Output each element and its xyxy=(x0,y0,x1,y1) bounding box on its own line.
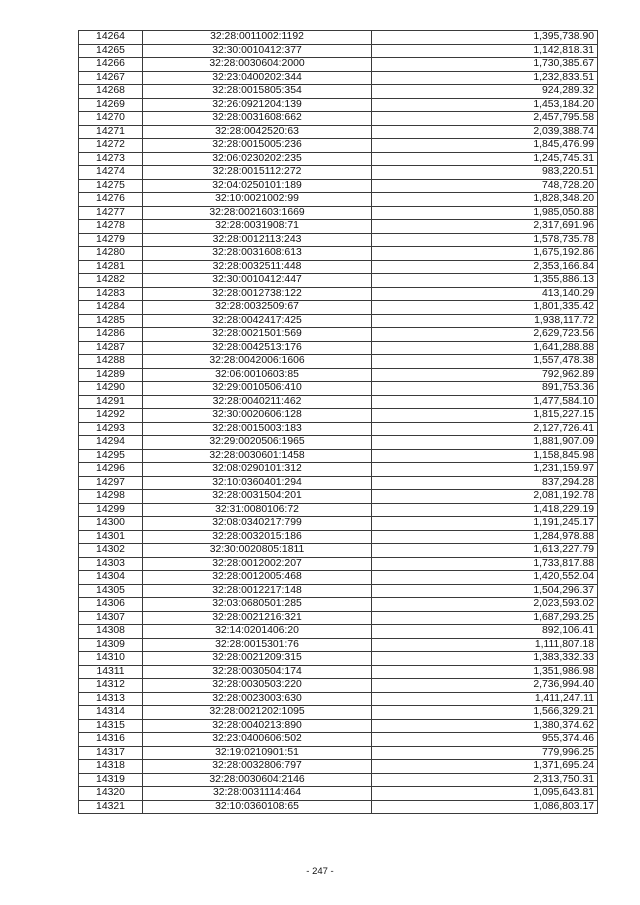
row-id-cell: 14293 xyxy=(79,422,143,436)
table-row xyxy=(79,274,598,288)
amount-cell: 1,613,227.79 xyxy=(372,544,598,558)
table-row xyxy=(79,179,598,193)
amount-cell: 1,845,476.99 xyxy=(372,139,598,153)
cadastral-code-cell: 32:28:0030601:1458 xyxy=(143,449,372,463)
table-body xyxy=(79,31,598,814)
row-id-cell: 14320 xyxy=(79,787,143,801)
cadastral-code-cell: 32:28:0021216:321 xyxy=(143,611,372,625)
cadastral-code-cell: 32:28:0032015:186 xyxy=(143,530,372,544)
amount-cell: 1,801,335.42 xyxy=(372,301,598,315)
row-id-cell: 14287 xyxy=(79,341,143,355)
cadastral-code-cell: 32:08:0340217:799 xyxy=(143,517,372,531)
table-row xyxy=(79,409,598,423)
amount-cell: 2,353,166.84 xyxy=(372,260,598,274)
cadastral-code-cell: 32:28:0031504:201 xyxy=(143,490,372,504)
table-row xyxy=(79,800,598,814)
table-row xyxy=(79,733,598,747)
row-id-cell: 14284 xyxy=(79,301,143,315)
row-id-cell: 14291 xyxy=(79,395,143,409)
cadastral-code-cell: 32:29:0020506:1965 xyxy=(143,436,372,450)
table-row xyxy=(79,530,598,544)
row-id-cell: 14290 xyxy=(79,382,143,396)
amount-cell: 1,111,807.18 xyxy=(372,638,598,652)
row-id-cell: 14309 xyxy=(79,638,143,652)
row-id-cell: 14314 xyxy=(79,706,143,720)
data-table xyxy=(78,30,598,814)
row-id-cell: 14298 xyxy=(79,490,143,504)
row-id-cell: 14307 xyxy=(79,611,143,625)
cadastral-code-cell: 32:28:0042513:176 xyxy=(143,341,372,355)
amount-cell: 1,411,247.11 xyxy=(372,692,598,706)
table-row xyxy=(79,260,598,274)
row-id-cell: 14283 xyxy=(79,287,143,301)
cadastral-code-cell: 32:30:0020805:1811 xyxy=(143,544,372,558)
cadastral-code-cell: 32:28:0015005:236 xyxy=(143,139,372,153)
cadastral-code-cell: 32:28:0015112:272 xyxy=(143,166,372,180)
table-row xyxy=(79,476,598,490)
table-row xyxy=(79,719,598,733)
row-id-cell: 14280 xyxy=(79,247,143,261)
row-id-cell: 14264 xyxy=(79,31,143,45)
cadastral-code-cell: 32:14:0201406:20 xyxy=(143,625,372,639)
amount-cell: 2,629,723.56 xyxy=(372,328,598,342)
row-id-cell: 14308 xyxy=(79,625,143,639)
table-row xyxy=(79,503,598,517)
amount-cell: 2,081,192.78 xyxy=(372,490,598,504)
cadastral-code-cell: 32:28:0032511:448 xyxy=(143,260,372,274)
row-id-cell: 14274 xyxy=(79,166,143,180)
table-row xyxy=(79,206,598,220)
amount-cell: 2,313,750.31 xyxy=(372,773,598,787)
row-id-cell: 14267 xyxy=(79,71,143,85)
amount-cell: 1,938,117.72 xyxy=(372,314,598,328)
row-id-cell: 14296 xyxy=(79,463,143,477)
cadastral-code-cell: 32:28:0021202:1095 xyxy=(143,706,372,720)
row-id-cell: 14279 xyxy=(79,233,143,247)
amount-cell: 1,086,803.17 xyxy=(372,800,598,814)
table-row xyxy=(79,125,598,139)
table-row xyxy=(79,139,598,153)
row-id-cell: 14319 xyxy=(79,773,143,787)
cadastral-code-cell: 32:28:0012217:148 xyxy=(143,584,372,598)
row-id-cell: 14276 xyxy=(79,193,143,207)
row-id-cell: 14285 xyxy=(79,314,143,328)
row-id-cell: 14313 xyxy=(79,692,143,706)
amount-cell: 924,289.32 xyxy=(372,85,598,99)
cadastral-code-cell: 32:28:0012002:207 xyxy=(143,557,372,571)
cadastral-code-cell: 32:23:0400606:502 xyxy=(143,733,372,747)
row-id-cell: 14305 xyxy=(79,584,143,598)
amount-cell: 1,733,817.88 xyxy=(372,557,598,571)
amount-cell: 1,566,329.21 xyxy=(372,706,598,720)
row-id-cell: 14292 xyxy=(79,409,143,423)
cadastral-code-cell: 32:06:0230202:235 xyxy=(143,152,372,166)
table-row xyxy=(79,31,598,45)
amount-cell: 983,220.51 xyxy=(372,166,598,180)
amount-cell: 1,578,735.78 xyxy=(372,233,598,247)
cadastral-code-cell: 32:03:0680501:285 xyxy=(143,598,372,612)
amount-cell: 413,140.29 xyxy=(372,287,598,301)
cadastral-code-cell: 32:28:0030504:174 xyxy=(143,665,372,679)
cadastral-code-cell: 32:26:0921204:139 xyxy=(143,98,372,112)
cadastral-code-cell: 32:08:0290101:312 xyxy=(143,463,372,477)
cadastral-code-cell: 32:31:0080106:72 xyxy=(143,503,372,517)
cadastral-code-cell: 32:28:0030604:2146 xyxy=(143,773,372,787)
amount-cell: 955,374.46 xyxy=(372,733,598,747)
cadastral-code-cell: 32:28:0031608:613 xyxy=(143,247,372,261)
cadastral-code-cell: 32:28:0031114:464 xyxy=(143,787,372,801)
amount-cell: 892,106.41 xyxy=(372,625,598,639)
cadastral-code-cell: 32:28:0012113:243 xyxy=(143,233,372,247)
table-row xyxy=(79,193,598,207)
cadastral-code-cell: 32:28:0030604:2000 xyxy=(143,58,372,72)
row-id-cell: 14268 xyxy=(79,85,143,99)
table-row xyxy=(79,301,598,315)
cadastral-code-cell: 32:28:0040211:462 xyxy=(143,395,372,409)
amount-cell: 2,127,726.41 xyxy=(372,422,598,436)
row-id-cell: 14304 xyxy=(79,571,143,585)
table-row xyxy=(79,247,598,261)
row-id-cell: 14277 xyxy=(79,206,143,220)
table-row xyxy=(79,544,598,558)
amount-cell: 1,453,184.20 xyxy=(372,98,598,112)
table-row xyxy=(79,71,598,85)
row-id-cell: 14281 xyxy=(79,260,143,274)
table-row xyxy=(79,112,598,126)
table-row xyxy=(79,517,598,531)
cadastral-code-cell: 32:28:0021209:315 xyxy=(143,652,372,666)
amount-cell: 1,504,296.37 xyxy=(372,584,598,598)
table-row xyxy=(79,638,598,652)
table-row xyxy=(79,44,598,58)
amount-cell: 1,420,552.04 xyxy=(372,571,598,585)
amount-cell: 1,418,229.19 xyxy=(372,503,598,517)
cadastral-code-cell: 32:30:0010412:447 xyxy=(143,274,372,288)
table-row xyxy=(79,382,598,396)
row-id-cell: 14297 xyxy=(79,476,143,490)
row-id-cell: 14278 xyxy=(79,220,143,234)
row-id-cell: 14302 xyxy=(79,544,143,558)
amount-cell: 891,753.36 xyxy=(372,382,598,396)
cadastral-code-cell: 32:19:0210901:51 xyxy=(143,746,372,760)
cadastral-code-cell: 32:28:0042006:1606 xyxy=(143,355,372,369)
table-row xyxy=(79,557,598,571)
cadastral-code-cell: 32:28:0031908:71 xyxy=(143,220,372,234)
row-id-cell: 14310 xyxy=(79,652,143,666)
amount-cell: 792,962.89 xyxy=(372,368,598,382)
table-row xyxy=(79,287,598,301)
cadastral-code-cell: 32:30:0020606:128 xyxy=(143,409,372,423)
cadastral-code-cell: 32:30:0010412:377 xyxy=(143,44,372,58)
table-row xyxy=(79,665,598,679)
amount-cell: 2,736,994.40 xyxy=(372,679,598,693)
amount-cell: 1,815,227.15 xyxy=(372,409,598,423)
cadastral-code-cell: 32:28:0011002:1192 xyxy=(143,31,372,45)
amount-cell: 1,191,245.17 xyxy=(372,517,598,531)
amount-cell: 1,687,293.25 xyxy=(372,611,598,625)
row-id-cell: 14316 xyxy=(79,733,143,747)
cadastral-code-cell: 32:28:0042520:63 xyxy=(143,125,372,139)
amount-cell: 1,245,745.31 xyxy=(372,152,598,166)
table-row xyxy=(79,490,598,504)
table-row xyxy=(79,598,598,612)
cadastral-code-cell: 32:28:0032806:797 xyxy=(143,760,372,774)
table-row xyxy=(79,152,598,166)
amount-cell: 1,158,845.98 xyxy=(372,449,598,463)
row-id-cell: 14270 xyxy=(79,112,143,126)
cadastral-code-cell: 32:10:0021002:99 xyxy=(143,193,372,207)
table-row xyxy=(79,571,598,585)
table-row xyxy=(79,773,598,787)
cadastral-code-cell: 32:28:0023003:630 xyxy=(143,692,372,706)
row-id-cell: 14318 xyxy=(79,760,143,774)
cadastral-code-cell: 32:28:0021501:569 xyxy=(143,328,372,342)
table-row xyxy=(79,395,598,409)
amount-cell: 779,996.25 xyxy=(372,746,598,760)
row-id-cell: 14273 xyxy=(79,152,143,166)
cadastral-code-cell: 32:28:0015003:183 xyxy=(143,422,372,436)
cadastral-code-cell: 32:10:0360108:65 xyxy=(143,800,372,814)
amount-cell: 1,395,738.90 xyxy=(372,31,598,45)
cadastral-code-cell: 32:10:0360401:294 xyxy=(143,476,372,490)
table-row xyxy=(79,463,598,477)
amount-cell: 2,039,388.74 xyxy=(372,125,598,139)
row-id-cell: 14275 xyxy=(79,179,143,193)
table-row xyxy=(79,422,598,436)
row-id-cell: 14311 xyxy=(79,665,143,679)
amount-cell: 1,095,643.81 xyxy=(372,787,598,801)
table-row xyxy=(79,611,598,625)
table-row xyxy=(79,692,598,706)
amount-cell: 1,284,978.88 xyxy=(372,530,598,544)
row-id-cell: 14317 xyxy=(79,746,143,760)
cadastral-code-cell: 32:28:0012738:122 xyxy=(143,287,372,301)
row-id-cell: 14299 xyxy=(79,503,143,517)
amount-cell: 1,730,385.67 xyxy=(372,58,598,72)
row-id-cell: 14301 xyxy=(79,530,143,544)
amount-cell: 1,383,332.33 xyxy=(372,652,598,666)
table-row xyxy=(79,355,598,369)
table-row xyxy=(79,584,598,598)
row-id-cell: 14300 xyxy=(79,517,143,531)
table-row xyxy=(79,328,598,342)
row-id-cell: 14269 xyxy=(79,98,143,112)
amount-cell: 1,557,478.38 xyxy=(372,355,598,369)
amount-cell: 2,317,691.96 xyxy=(372,220,598,234)
row-id-cell: 14289 xyxy=(79,368,143,382)
table-row xyxy=(79,98,598,112)
table-row xyxy=(79,760,598,774)
amount-cell: 1,351,986.98 xyxy=(372,665,598,679)
table-row xyxy=(79,166,598,180)
table-row xyxy=(79,220,598,234)
table-row xyxy=(79,341,598,355)
cadastral-code-cell: 32:29:0010506:410 xyxy=(143,382,372,396)
table-row xyxy=(79,368,598,382)
row-id-cell: 14321 xyxy=(79,800,143,814)
row-id-cell: 14295 xyxy=(79,449,143,463)
row-id-cell: 14294 xyxy=(79,436,143,450)
row-id-cell: 14306 xyxy=(79,598,143,612)
row-id-cell: 14265 xyxy=(79,44,143,58)
table-row xyxy=(79,787,598,801)
amount-cell: 1,380,374.62 xyxy=(372,719,598,733)
amount-cell: 1,142,818.31 xyxy=(372,44,598,58)
cadastral-code-cell: 32:06:0010603:85 xyxy=(143,368,372,382)
amount-cell: 1,477,584.10 xyxy=(372,395,598,409)
amount-cell: 748,728.20 xyxy=(372,179,598,193)
amount-cell: 1,641,288.88 xyxy=(372,341,598,355)
amount-cell: 2,457,795.58 xyxy=(372,112,598,126)
amount-cell: 2,023,593.02 xyxy=(372,598,598,612)
table-row xyxy=(79,652,598,666)
row-id-cell: 14282 xyxy=(79,274,143,288)
cadastral-code-cell: 32:04:0250101:189 xyxy=(143,179,372,193)
cadastral-code-cell: 32:28:0042417:425 xyxy=(143,314,372,328)
cadastral-code-cell: 32:28:0030503:220 xyxy=(143,679,372,693)
amount-cell: 1,232,833.51 xyxy=(372,71,598,85)
cadastral-code-cell: 32:28:0021603:1669 xyxy=(143,206,372,220)
amount-cell: 1,355,886.13 xyxy=(372,274,598,288)
row-id-cell: 14315 xyxy=(79,719,143,733)
amount-cell: 837,294.28 xyxy=(372,476,598,490)
table-row xyxy=(79,449,598,463)
cadastral-code-cell: 32:28:0032509:67 xyxy=(143,301,372,315)
table-row xyxy=(79,625,598,639)
amount-cell: 1,985,050.88 xyxy=(372,206,598,220)
page-number: - 247 - xyxy=(306,866,334,877)
amount-cell: 1,881,907.09 xyxy=(372,436,598,450)
amount-cell: 1,675,192.86 xyxy=(372,247,598,261)
cadastral-code-cell: 32:28:0015805:354 xyxy=(143,85,372,99)
row-id-cell: 14266 xyxy=(79,58,143,72)
amount-cell: 1,231,159.97 xyxy=(372,463,598,477)
table-row xyxy=(79,436,598,450)
table-row xyxy=(79,706,598,720)
table-row xyxy=(79,85,598,99)
table-row xyxy=(79,233,598,247)
cadastral-code-cell: 32:28:0040213:890 xyxy=(143,719,372,733)
row-id-cell: 14271 xyxy=(79,125,143,139)
table-row xyxy=(79,58,598,72)
table-row xyxy=(79,679,598,693)
row-id-cell: 14286 xyxy=(79,328,143,342)
cadastral-code-cell: 32:28:0012005:468 xyxy=(143,571,372,585)
row-id-cell: 14312 xyxy=(79,679,143,693)
amount-cell: 1,828,348.20 xyxy=(372,193,598,207)
table-row xyxy=(79,746,598,760)
table-row xyxy=(79,314,598,328)
cadastral-code-cell: 32:28:0015301:76 xyxy=(143,638,372,652)
row-id-cell: 14303 xyxy=(79,557,143,571)
row-id-cell: 14288 xyxy=(79,355,143,369)
cadastral-code-cell: 32:28:0031608:662 xyxy=(143,112,372,126)
cadastral-code-cell: 32:23:0400202:344 xyxy=(143,71,372,85)
row-id-cell: 14272 xyxy=(79,139,143,153)
amount-cell: 1,371,695.24 xyxy=(372,760,598,774)
